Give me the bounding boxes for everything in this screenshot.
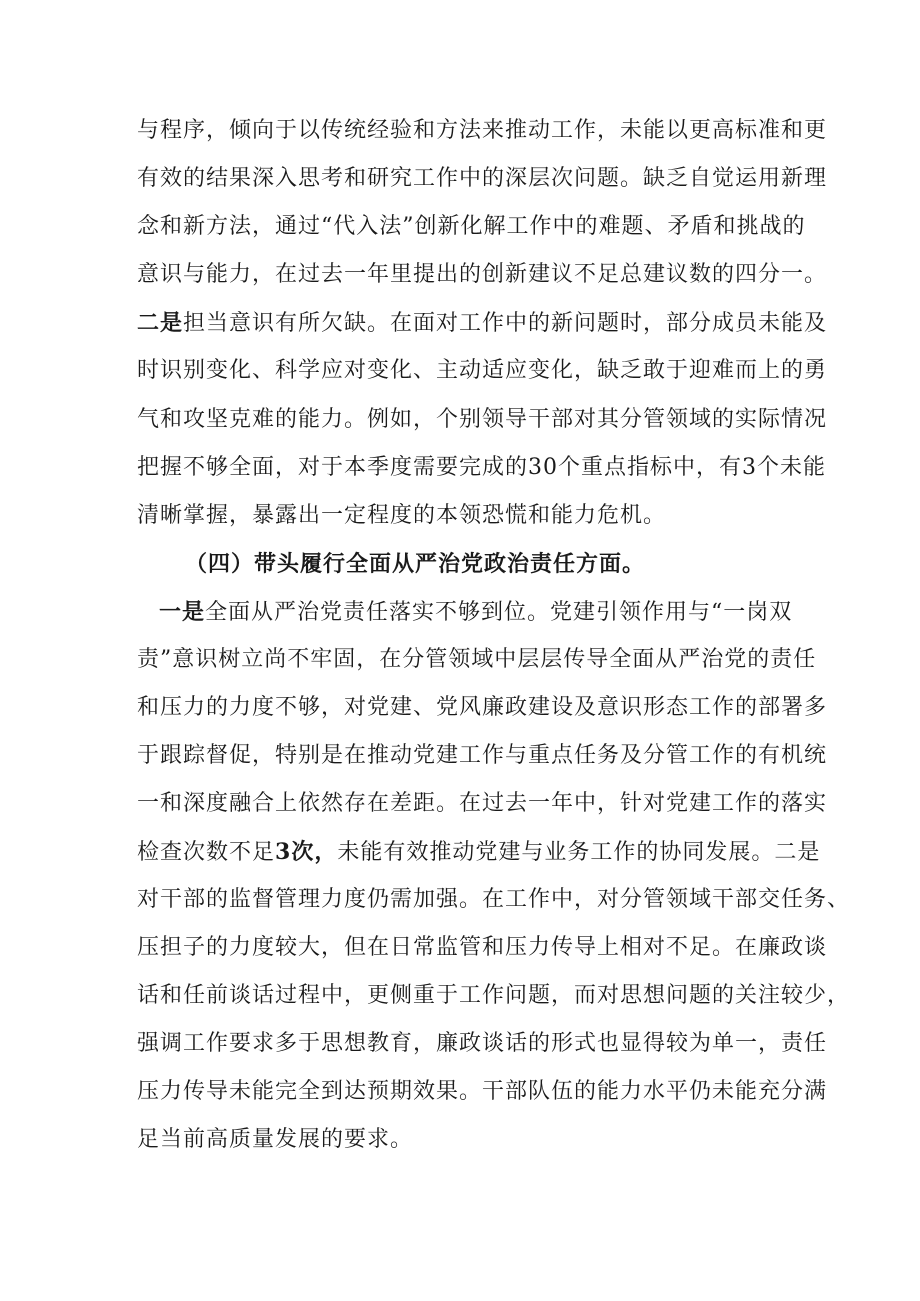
body-line (137, 308, 828, 339)
point-marker: 一是 (159, 599, 206, 625)
body-line (137, 1077, 828, 1107)
body-line (137, 645, 817, 675)
line-text: 气和攻坚克难的能力。例如，个别领导干部对其分管领域的实际情况 (137, 407, 828, 432)
line-text: 足当前高质量发展的要求。 (137, 1127, 414, 1152)
line-text: 强调工作要求多于思想教育，廉政谈话的形式也显得较为单一，责任 (137, 1031, 828, 1056)
line-text: 意识与能力，在过去一年里提出的创新建议不足总建议数的四分一。 (137, 262, 828, 287)
line-text: 压担子的力度较大，但在日常监管和压力传导上相对不足。在廉政谈 (137, 935, 828, 960)
body-line (137, 1125, 787, 1155)
line-text: 未能有效推动党建与业务工作的协同发展。二是 (337, 840, 821, 865)
body-line (137, 741, 828, 771)
body-line (137, 789, 828, 819)
body-line (137, 981, 851, 1011)
body-line (137, 356, 828, 386)
body-line (137, 260, 828, 290)
line-text: 把握不够全面，对于本季度需要完成的30个重点指标中，有3个未能 (137, 455, 826, 480)
body-line (137, 116, 828, 146)
line-text: 时识别变化、科学应对变化、主动适应变化，缺乏敢于迎难而上的勇 (137, 358, 828, 383)
line-text: 与程序，倾向于以传统经验和方法来推动工作，未能以更高标准和更 (137, 118, 828, 143)
body-line (137, 693, 828, 723)
line-text: 对干部的监督管理力度仍需加强。在工作中，对分管领域干部交任务、 (137, 887, 851, 912)
body-line (137, 453, 826, 483)
line-text: 和压力的力度不够，对党建、党风廉政建设及意识形态工作的部署多 (137, 695, 828, 720)
section-heading-text: （四）带头履行全面从严治党政治责任方面。 (185, 551, 646, 577)
body-line (137, 1029, 828, 1059)
line-text: 有效的结果深入思考和研究工作中的深层次问题。缺乏自觉运用新理 (137, 166, 828, 191)
emphasis-text: 3次， (275, 839, 338, 865)
line-text: 压力传导未能完全到达预期效果。干部队伍的能力水平仍未能充分满 (137, 1079, 828, 1104)
line-text: 话和任前谈话过程中，更侧重于工作问题，而对思想问题的关注较少， (137, 983, 851, 1008)
line-text: 责”意识树立尚不牢固，在分管领域中层层传导全面从严治党的责任 (137, 647, 817, 672)
point-marker: 二是 (137, 310, 184, 336)
body-line (137, 933, 828, 963)
body-line (137, 164, 828, 194)
line-text: 于跟踪督促，特别是在推动党建工作与重点任务及分管工作的有机统 (137, 743, 828, 768)
body-line (137, 501, 787, 531)
section-heading (185, 549, 835, 580)
body-line (137, 885, 851, 915)
body-line (137, 405, 828, 435)
line-text: 全面从严治党责任落实不够到位。党建引领作用与“一岗双 (205, 600, 793, 625)
line-text: 担当意识有所欠缺。在面对工作中的新问题时，部分成员未能及 (183, 311, 828, 336)
line-text: 检查次数不足 (137, 840, 276, 865)
line-text: 念和新方法，通过“代入法”创新化解工作中的难题、矛盾和挑战的 (137, 214, 806, 239)
body-line (137, 837, 821, 868)
body-line (137, 212, 806, 242)
body-line (159, 597, 809, 628)
line-text: 清晰掌握，暴露出一定程度的本领恐慌和能力危机。 (137, 503, 667, 528)
line-text: 一和深度融合上依然存在差距。在过去一年中，针对党建工作的落实 (137, 791, 828, 816)
